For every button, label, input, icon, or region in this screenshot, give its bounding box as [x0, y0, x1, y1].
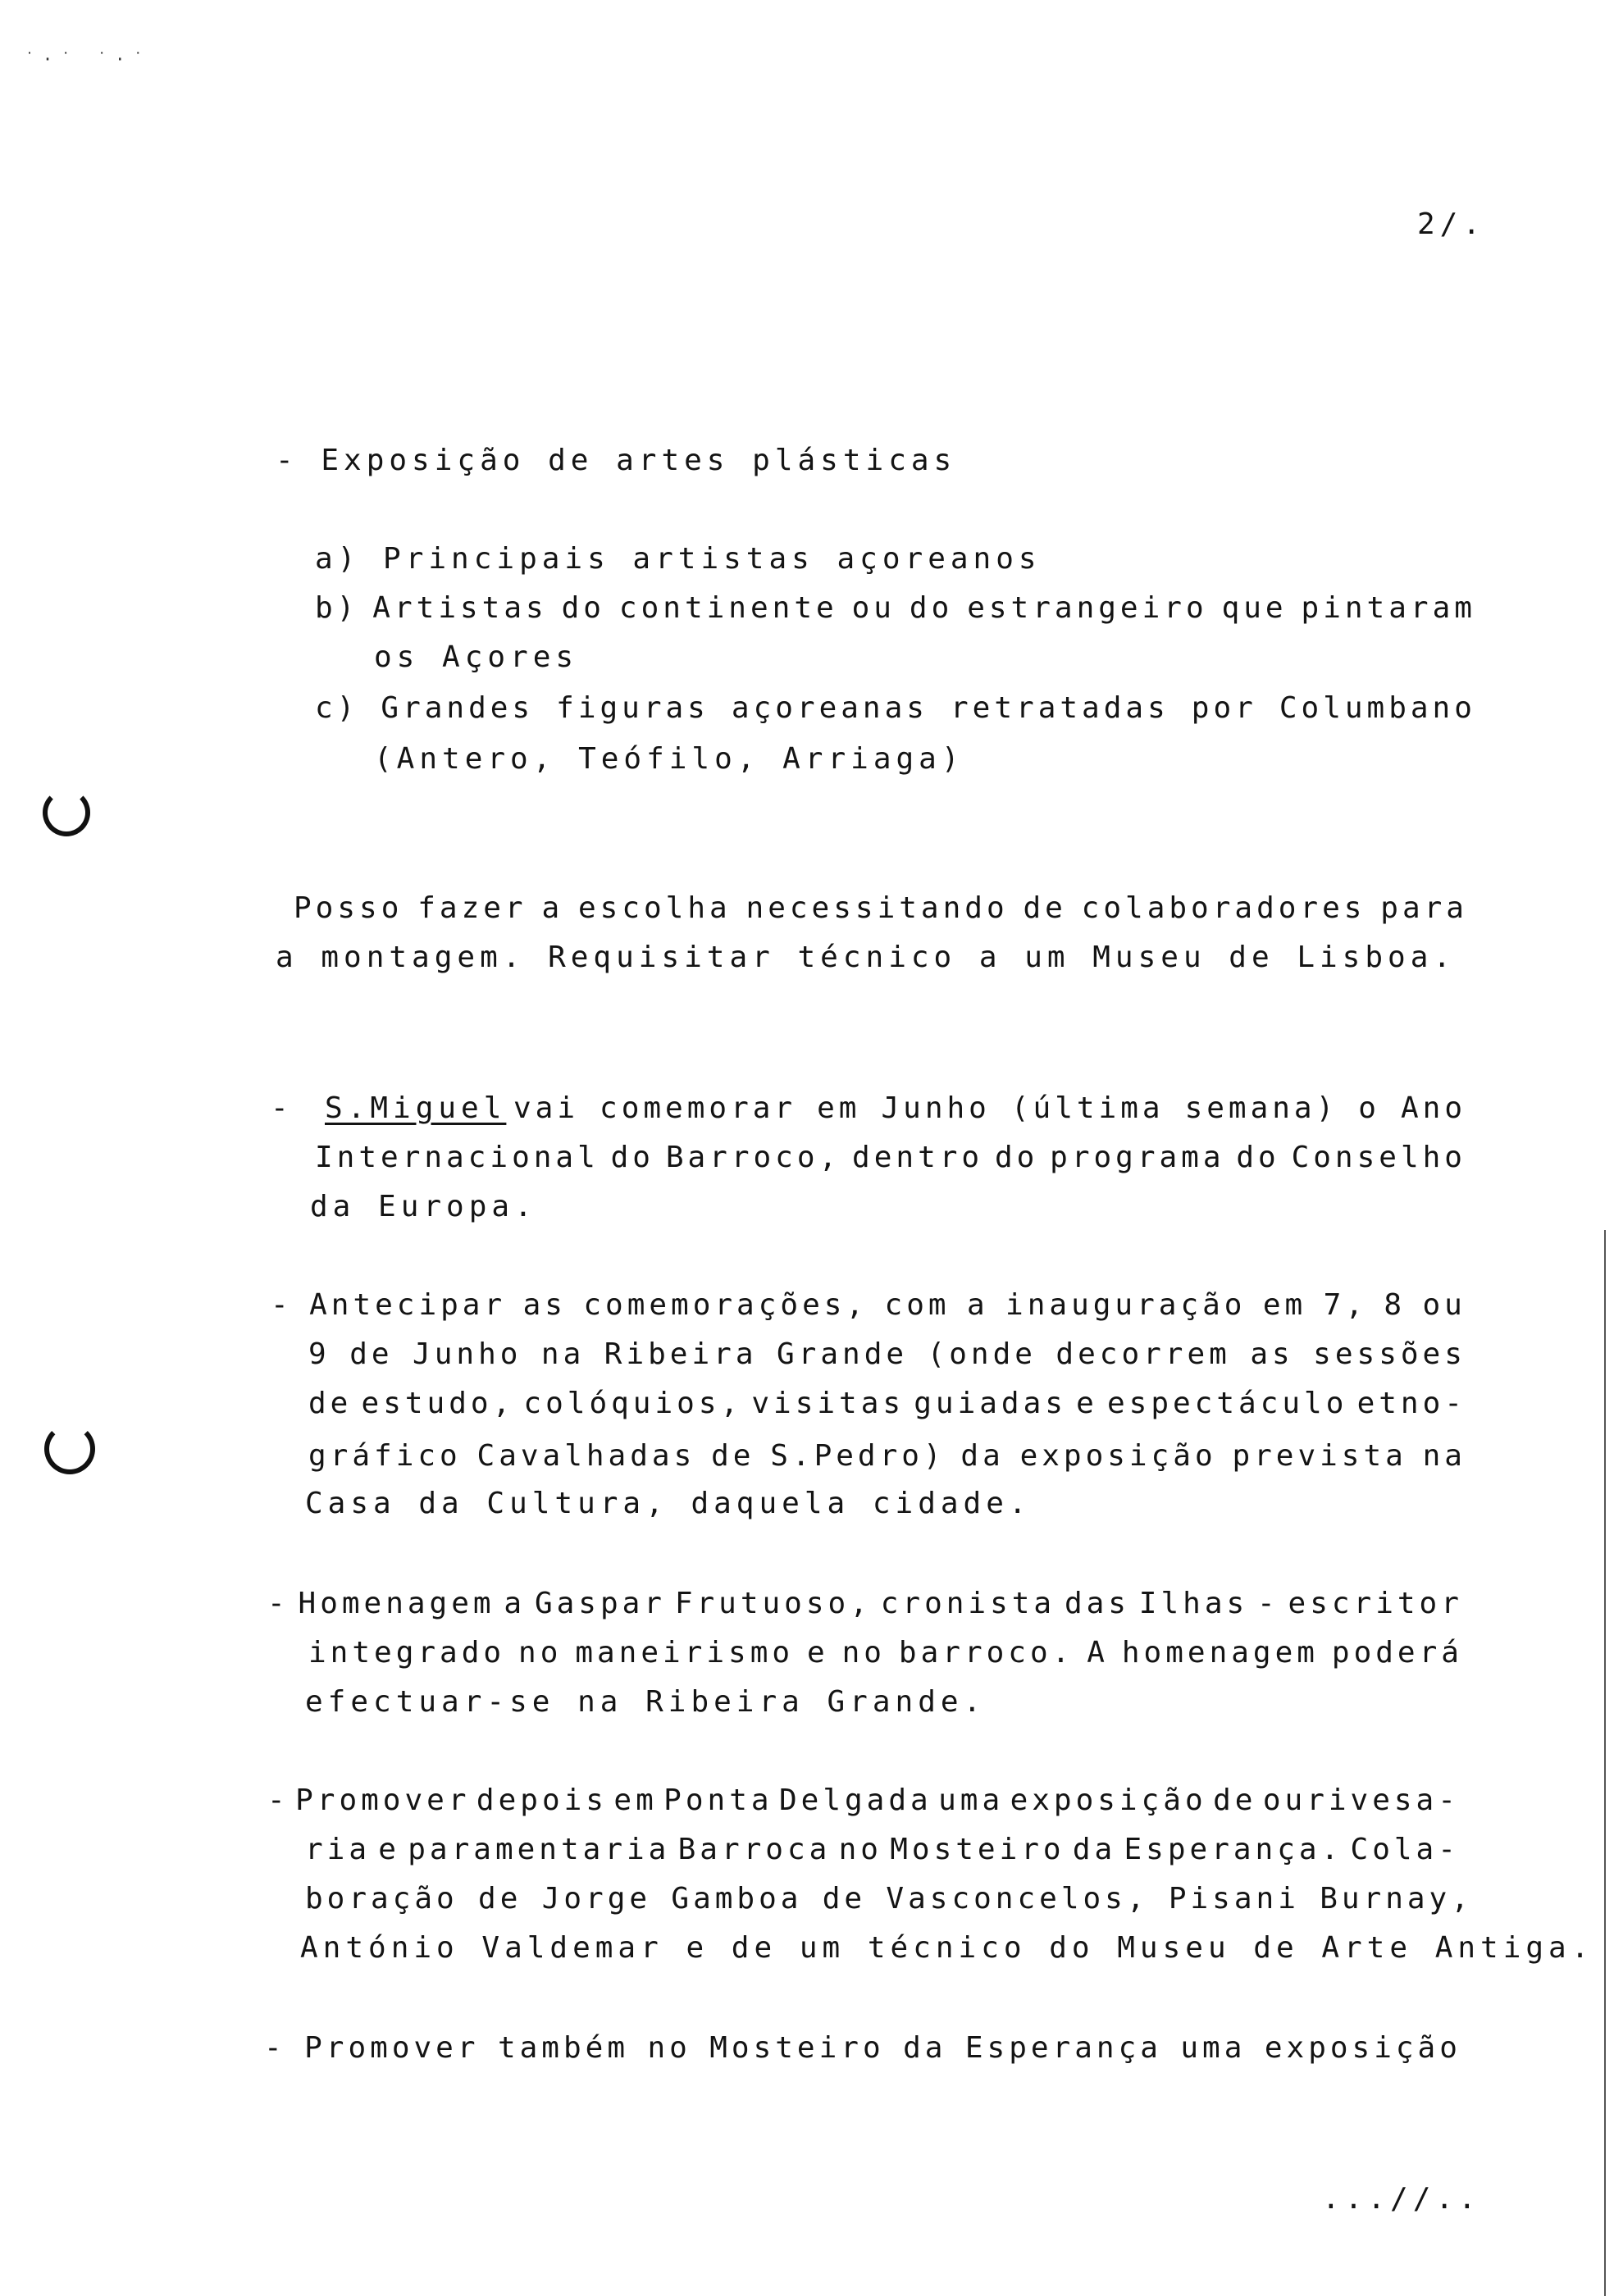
- continuation-mark: ...//..: [1322, 2182, 1481, 2216]
- antecipar-line-2: 9 de Junho na Ribeira Grande (onde decorrem as sessões: [308, 1337, 1466, 1371]
- list-item-a: a) Principais artistas açoreanos: [315, 542, 1042, 576]
- promover1-line-3: boração de Jorge Gamboa de Vasconcelos, Pisani Burnay,: [305, 1882, 1473, 1916]
- antecipar-line-1: - Antecipar as comemorações, com a inauguração em 7, 8 ou: [271, 1288, 1466, 1322]
- antecipar-line-4: gráfico Cavalhadas de S.Pedro) da exposição prevista na: [308, 1439, 1466, 1473]
- scan-edge-line: [1604, 1230, 1606, 2296]
- smiguel-underlined: S.Miguel: [325, 1091, 507, 1125]
- page-number: 2/.: [1417, 207, 1486, 241]
- margin-mark-2: [44, 1424, 95, 1474]
- list-item-c: c) Grandes figuras açoreanas retratadas por Columbano: [315, 691, 1476, 725]
- smiguel-line-3: da Europa.: [310, 1190, 537, 1223]
- list-item-b-cont: os Açores: [374, 640, 579, 674]
- smiguel-line-2: Internacional do Barroco, dentro do programa do Conselho: [315, 1141, 1466, 1174]
- paragraph-line-2: a montagem. Requisitar técnico a um Museu de Lisboa.: [276, 941, 1457, 974]
- list-item-b: b) Artistas do continente ou do estrangeiro que pintaram: [315, 591, 1476, 625]
- homenagem-line-2: integrado no maneirismo e no barroco. A homenagem poderá: [308, 1636, 1463, 1670]
- homenagem-line-3: efectuar-se na Ribeira Grande.: [305, 1685, 987, 1719]
- margin-mark-1: [43, 789, 90, 836]
- antecipar-line-3: de estudo, colóquios, visitas guiadas e espectáculo etno-: [308, 1387, 1466, 1420]
- smiguel-dash: -: [271, 1091, 294, 1125]
- promover1-line-2: ria e paramentaria Barroca no Mosteiro da Esperança. Cola-: [305, 1833, 1460, 1866]
- homenagem-line-1: - Homenagem a Gaspar Frutuoso, cronista das Ilhas - escritor: [267, 1587, 1463, 1620]
- list-item-c-cont: (Antero, Teófilo, Arriaga): [374, 742, 964, 776]
- promover2-line-1: - Promover também no Mosteiro da Esperança uma exposição: [264, 2031, 1461, 2065]
- paragraph-line-1: Posso fazer a escolha necessitando de colaboradores para: [294, 891, 1468, 925]
- smiguel-line-1: vai comemorar em Junho (última semana) o Ano: [513, 1091, 1466, 1125]
- scan-specks: ˙·˙ ˙·˙: [25, 49, 152, 69]
- antecipar-line-5: Casa da Cultura, daquela cidade.: [305, 1487, 1032, 1520]
- promover1-line-4: António Valdemar e de um técnico do Museu de Arte Antiga.: [300, 1931, 1594, 1965]
- section-heading: - Exposição de artes plásticas: [276, 444, 957, 477]
- promover1-line-1: - Promover depois em Ponta Delgada uma exposição de ourivesa-: [267, 1784, 1460, 1817]
